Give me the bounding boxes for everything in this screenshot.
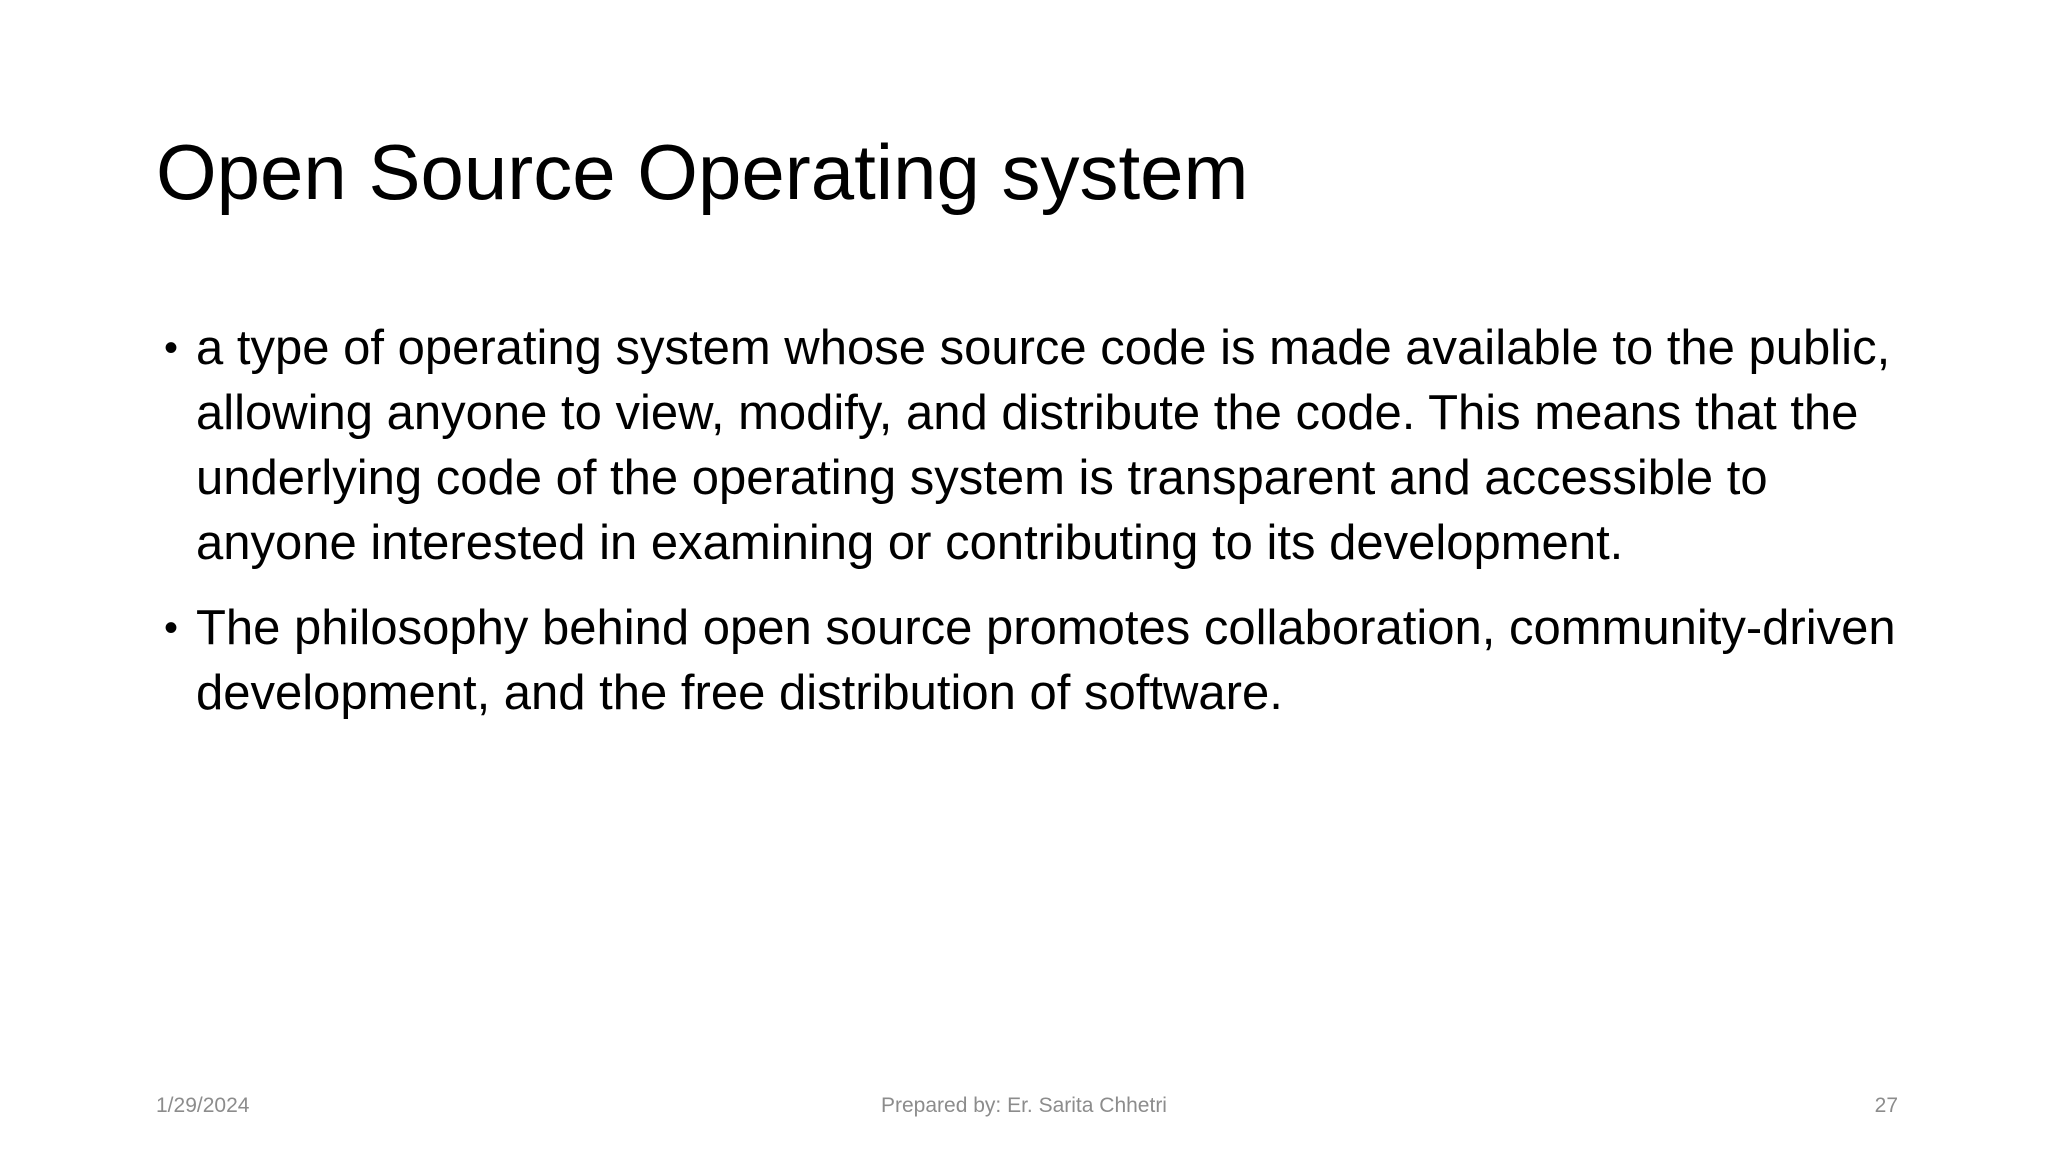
bullet-item (160, 596, 1920, 726)
footer-author: Prepared by: Er. Sarita Chhetri (881, 1094, 1167, 1117)
bullet-text: The philosophy behind open source promotes collaboration, community-driven development, and the free distribution of software. (196, 601, 1896, 720)
footer-page-number: 27 (1874, 1094, 1898, 1117)
footer-date: 1/29/2024 (156, 1094, 250, 1117)
bullet-icon: • (164, 326, 179, 370)
bullet-item (160, 316, 1920, 576)
slide-title: Open Source Operating system (156, 128, 1249, 216)
bullet-text: a type of operating system whose source code is made available to the public, allowing anyone to view, modify, and distribute the code. This means that the underlying code of the operating system is transparent and accessible to anyone interested in examining or contributing to its development. (196, 321, 1891, 570)
bullet-icon: • (164, 606, 179, 650)
slide-body (160, 316, 1920, 746)
